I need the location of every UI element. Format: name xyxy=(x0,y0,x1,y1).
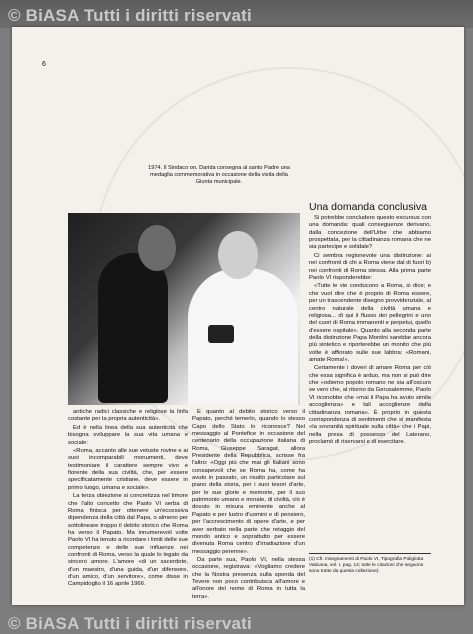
paragraph: «Roma, accanto alle sue vetuste rovine e ai suoi incomparabili monumenti, deve testimoniare il carattere sempre vivo e fiorente della sua civiltà, che, per essere specificatamente cristiane, deve essere in primo luogo, umana e sociale». xyxy=(68,448,188,491)
watermark-bottom: © BiASA Tutti i diritti riservati xyxy=(8,614,252,633)
photo-figure-pope xyxy=(188,268,298,405)
paragraph: Da parte sua, Paolo VI, nella stessa occasione, registrava: «Vogliamo credere che la Nostra presenza sulla sponda del Tevere non poco contribuisca all'amore e all'onore del nome di Roma in tutta la terra». xyxy=(192,557,305,600)
paragraph: La terza obiezione si concretizza nel timore che l'alto concetto che Paolo VI serba di Roma finisca per ottenere un'eccessiva dipendenza della città dal Papa, o almeno per sottolineare troppo il debito storico che Roma ha verso il Papato. Ma innumerevoli volte Paolo VI ha tenuto a ricordare i limiti delle sue competenze e delle sue influenze nei confronti di Roma, verso la quale lo legato da sincero amore. L'amore «di un sacerdote, d'un maestro, d'una guida, d'un difensore, d'un amico, d'un servitore», come disse in Campidoglio il 16 aprile 1966. xyxy=(68,493,188,588)
footnote: (1) Cfr. Insegnamenti di Paolo VI, Tipografia Poliglotta Vaticana, vol. I, pag. 14; tutte le citazioni che seguono sono tratte da questa collezione). xyxy=(309,557,424,574)
text-column-3 xyxy=(309,215,431,447)
paragraph: «Tutte le vie conducono a Roma, si dice; e che vuol dire che è proprio di Roma essere, per un trascendente disegno provvidenziale, al centro naturale della civiltà umana e religiosa... di qui il flusso dei pellegrini e uno del cuori di Roma immanenti e perpetui, quello d'essere ospitale». Quanto alla seconda parte della distinzione Papa Montini sarebbe ancora più sintetico e riporterebbe un monito che più volte è affiorato sulle sue labbra: «Romani, amate Roma!». xyxy=(309,283,431,363)
photo-head-pope xyxy=(218,231,258,279)
paragraph: Ed è nella linea della sua autenticità che bisogna sviluppare la sua vita umana e sociale: xyxy=(68,424,188,446)
photo-head-mayor xyxy=(138,225,176,271)
watermark-top: © BiASA Tutti i diritti riservati xyxy=(8,6,252,25)
page-number: 6 xyxy=(42,61,46,68)
paragraph: Si potrebbe concludere questo excursus con una domanda: quali conseguenze derivano, dalla concezione dell'Urbe che abbiamo prospettata, per la cittadinanza romana che ne sia partecipe e solidale? xyxy=(309,215,431,251)
paragraph: E quanto al debito storico verso il Papato, perché temerlo, quando lo stesso Capo dello Stato lo riconosce? Nel messaggio al Pontefice in occasione del centenario della occupazione italiana di Roma, Giuseppe Saragat, allora Presidente della Repubblica, scrisse fra l'altro: «Oggi più che mai gli Italiani sono consapevoli che se Roma ha, come ha avuto in passato, un risalto particolare sul piano della storia, per i suoi tesori d'arte, per le sue glorie e memorie, per il suo patrimonio umano e morale, di civiltà, ciò è dovuto in misura eminente anche al Papato e per lustro d'uomini e di pensiero, per l'accrescimento di opere d'arte, e per aver serbato nella parte che retaggio del mondo antico e soprattutto per essere divenuta Roma centro d'irradiazione d'un messaggio perenne». xyxy=(192,409,305,555)
text-column-2 xyxy=(192,409,305,602)
document-page xyxy=(12,27,464,605)
watermark-bar xyxy=(0,0,473,28)
photo-figure-mayor xyxy=(98,253,168,403)
photo-medal-case xyxy=(208,325,234,343)
section-headline: Una domanda conclusiva xyxy=(309,201,427,213)
paragraph: Ci sembra regionevole una distinzione: ai nei confronti di chi a Roma viene dal di fuori b) nei confronti di Roma stessa. Alla prima parte Paolo VI risponderebbe: xyxy=(309,252,431,281)
photo xyxy=(68,213,300,405)
photo-caption: 1974. Il Sindaco on. Darida consegna al santo Padre una medaglia commemorativa in occasione della visita della Giunta municipale. xyxy=(148,165,290,185)
paragraph: antiche radici classiche e religiose la linfa costante per la propria autenticità». xyxy=(68,409,188,423)
text-column-1 xyxy=(68,409,188,590)
footnote-divider xyxy=(309,553,431,554)
paragraph: Certamente i doveri di amare Roma per ciò che essa significa è arduo, ma non si può dire che «odierno popolo romano ne sia all'oscuro se vero che, al ritorno da Gerusalemme, Paolo VI riconobbe che «mai il Papa ha avuto simile accoglienza» e tali accoglienze della cittadinanza romana». È proprio in questa corrispondenza di sentimenti che si manifesta «la sovranità spirituale sulla città» che i Papi, nella presa di possesso del Laterano, proclamò di riservarsi e di esercitare. xyxy=(309,365,431,445)
